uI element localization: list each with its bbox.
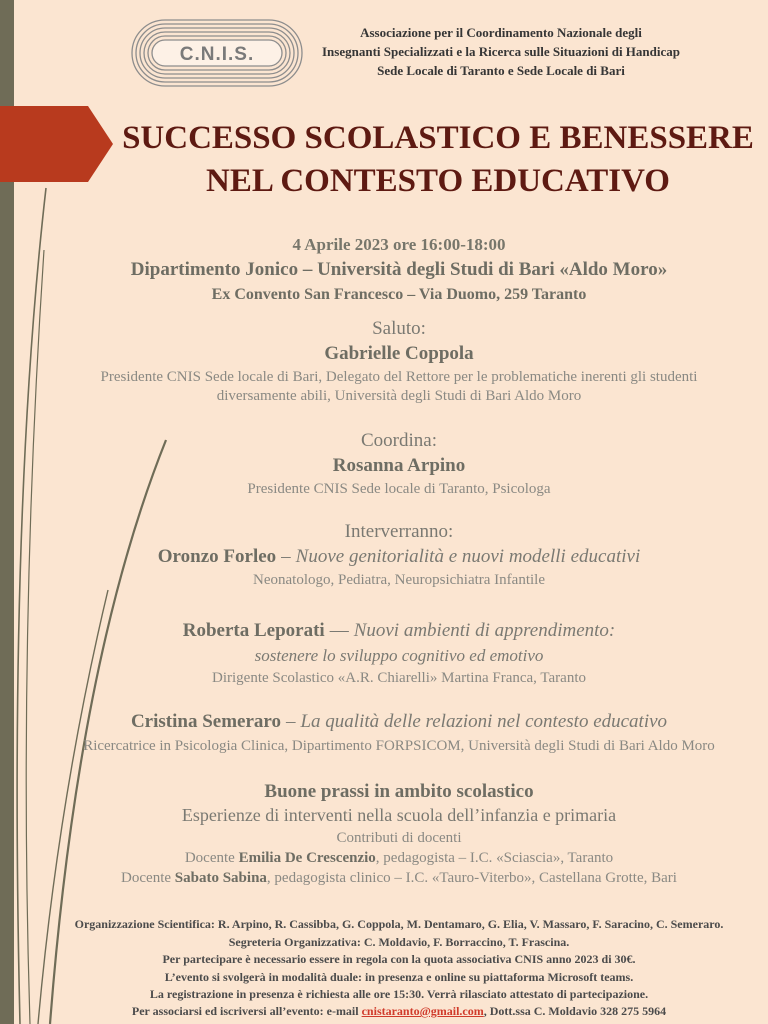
speaker-talk-title-line-2: sostenere lo sviluppo cognitivo ed emotivo [254, 646, 544, 665]
speaker-talk-title: La qualità delle relazioni nel contesto educativo [300, 711, 668, 732]
org-name-line-2: Insegnanti Specializzati e la Ricerca sulle Situazioni di Handicap [322, 44, 680, 59]
good-practices-subtitle: Esperienze di interventi nella scuola dell’infanzia e primaria [181, 805, 617, 825]
speaker-separator: – [281, 546, 291, 567]
red-arrow-banner [0, 106, 113, 182]
good-practices-title: Buone prassi in ambito scolastico [264, 781, 534, 802]
org-name-line-1: Associazione per il Coordinamento Nazionale degli [360, 25, 642, 40]
speaker-name: Cristina Semeraro [130, 711, 281, 732]
footer-mode: L’evento si svolgerà in modalità duale: in presenza e online su piattaforma Microsoft teams. [164, 970, 634, 984]
speaker-line [30, 711, 768, 734]
teacher-line [30, 869, 768, 887]
contributions-label: Contributi di docenti [336, 830, 462, 846]
teacher-prefix: Docente [184, 850, 235, 866]
greeting-name: Gabrielle Coppola [324, 343, 474, 364]
footer-organization: Organizzazione Scientifica: R. Arpino, R. Cassibba, G. Coppola, M. Dentamaro, G. Elia, V. Massaro, F. Saracino, C. Semeraro. [74, 917, 724, 931]
event-venue: Dipartimento Jonico – Università degli Studi di Bari «Aldo Moro» [130, 259, 668, 280]
grass-line [17, 188, 46, 1024]
event-address: Ex Convento San Francesco – Via Duomo, 259 Taranto [211, 286, 587, 303]
footer-contact [30, 1004, 768, 1018]
coordinator-label: Coordina: [361, 430, 437, 451]
teacher-prefix: Docente [121, 870, 172, 886]
greeting-role-line-2: diversamente abili, Università degli Studi di Bari Aldo Moro [216, 388, 582, 404]
speaker-separator: – [285, 711, 296, 732]
teacher-name: Emilia De Crescenzio [238, 850, 376, 866]
footer-registration: La registrazione in presenza è richiesta alle ore 15:30. Verrà rilasciato attestato di partecipazione. [149, 987, 649, 1001]
speaker-role: Ricercatrice in Psicologia Clinica, Dipartimento FORPSICOM, Università degli Studi di Bari Aldo Moro [83, 738, 715, 754]
teacher-details: , pedagogista clinico – I.C. «Tauro-Viterbo», Castellana Grotte, Bari [266, 870, 677, 886]
greeting-role-line-1: Presidente CNIS Sede locale di Bari, Delegato del Rettore per le problematiche inerenti gli studenti [100, 369, 698, 385]
event-datetime: 4 Aprile 2023 ore 16:00-18:00 [292, 235, 506, 254]
email-link[interactable]: cnistaranto@gmail.com [361, 1004, 484, 1018]
event-title-line-2: NEL CONTESTO EDUCATIVO [206, 163, 670, 199]
greeting-label: Saluto: [372, 318, 426, 339]
speaker-line [30, 620, 768, 643]
footer-fee: Per partecipare è necessario essere in regola con la quota associativa CNIS anno 2023 di 30€. [162, 952, 636, 966]
footer-secretariat: Segreteria Organizzativa: C. Moldavio, F. Borraccino, T. Frascina. [228, 935, 570, 949]
teacher-details: , pedagogista – I.C. «Sciascia», Taranto [375, 850, 614, 866]
org-name-line-3: Sede Locale di Taranto e Sede Locale di Bari [377, 63, 625, 78]
speaker-line [30, 546, 768, 569]
coordinator-name: Rosanna Arpino [332, 455, 466, 476]
speaker-role: Dirigente Scolastico «A.R. Chiarelli» Martina Franca, Taranto [212, 670, 586, 686]
cnis-logo [130, 18, 304, 88]
contact-suffix: , Dott.ssa C. Moldavio 328 275 5964 [483, 1004, 667, 1018]
contact-prefix: Per associarsi ed iscriversi all’evento: e-mail [131, 1004, 359, 1018]
speaker-role: Neonatologo, Pediatra, Neuropsichiatra Infantile [253, 572, 545, 588]
speaker-separator: — [329, 620, 349, 641]
event-title-line-1: SUCCESSO SCOLASTICO E BENESSERE [122, 120, 754, 156]
speaker-talk-title: Nuovi ambienti di apprendimento: [353, 620, 616, 641]
coordinator-role: Presidente CNIS Sede locale di Taranto, Psicologa [247, 481, 551, 497]
teacher-line [30, 849, 768, 867]
speakers-label: Interverranno: [344, 521, 454, 542]
speaker-name: Roberta Leporati [182, 620, 325, 641]
speaker-talk-title: Nuove genitorialità e nuovi modelli educativi [295, 546, 641, 567]
teacher-name: Sabato Sabina [174, 870, 267, 886]
speaker-name: Oronzo Forleo [157, 546, 277, 567]
logo-text: C.N.I.S. [179, 44, 255, 65]
